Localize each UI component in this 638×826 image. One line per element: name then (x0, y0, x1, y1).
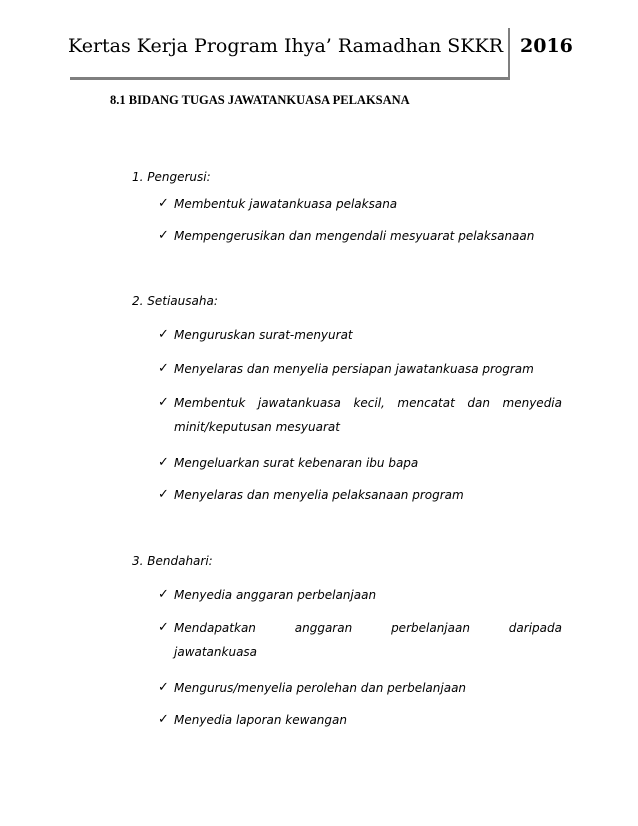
checkmark-icon: ✓ (158, 327, 169, 342)
list-item-text: Mengurus/menyelia perolehan dan perbelanjaan (174, 681, 467, 695)
section-label-bendahari: 3. Bendahari: (132, 554, 213, 568)
header-separator (508, 28, 510, 80)
list-item-text-continued: jawatankuasa (174, 645, 258, 659)
checkmark-icon: ✓ (158, 455, 169, 470)
checkmark-icon: ✓ (158, 196, 169, 211)
list-item-text: Menyelaras dan menyelia pelaksanaan program (174, 488, 464, 502)
header-title: Kertas Kerja Program Ihya’ Ramadhan SKKR (68, 35, 503, 57)
list-item-text-continued: minit/keputusan mesyuarat (174, 420, 340, 434)
checkmark-icon: ✓ (158, 228, 169, 243)
section-heading: 8.1 BIDANG TUGAS JAWATANKUASA PELAKSANA (110, 93, 410, 107)
section-label-pengerusi: 1. Pengerusi: (132, 170, 211, 184)
header-rule (70, 77, 508, 80)
checkmark-icon: ✓ (158, 620, 169, 635)
checkmark-icon: ✓ (158, 587, 169, 602)
list-item-text: Menyelaras dan menyelia persiapan jawatankuasa program (174, 362, 534, 376)
header-year: 2016 (520, 35, 573, 57)
checkmark-icon: ✓ (158, 395, 169, 410)
list-item-text: Mempengerusikan dan mengendali mesyuarat pelaksanaan (174, 229, 535, 243)
checkmark-icon: ✓ (158, 361, 169, 376)
list-item-text: Membentuk jawatankuasa kecil, mencatat dan menyedia (174, 396, 562, 410)
list-item-text: Mendapatkan anggaran perbelanjaan daripada (174, 621, 562, 635)
list-item-text: Menyedia anggaran perbelanjaan (174, 588, 377, 602)
list-item-text: Menguruskan surat-menyurat (174, 328, 353, 342)
section-label-setiausaha: 2. Setiausaha: (132, 294, 218, 308)
list-item-text: Membentuk jawatankuasa pelaksana (174, 197, 398, 211)
list-item-text: Mengeluarkan surat kebenaran ibu bapa (174, 456, 419, 470)
page-header (70, 28, 571, 82)
checkmark-icon: ✓ (158, 712, 169, 727)
list-item-text: Menyedia laporan kewangan (174, 713, 347, 727)
checkmark-icon: ✓ (158, 680, 169, 695)
checkmark-icon: ✓ (158, 487, 169, 502)
